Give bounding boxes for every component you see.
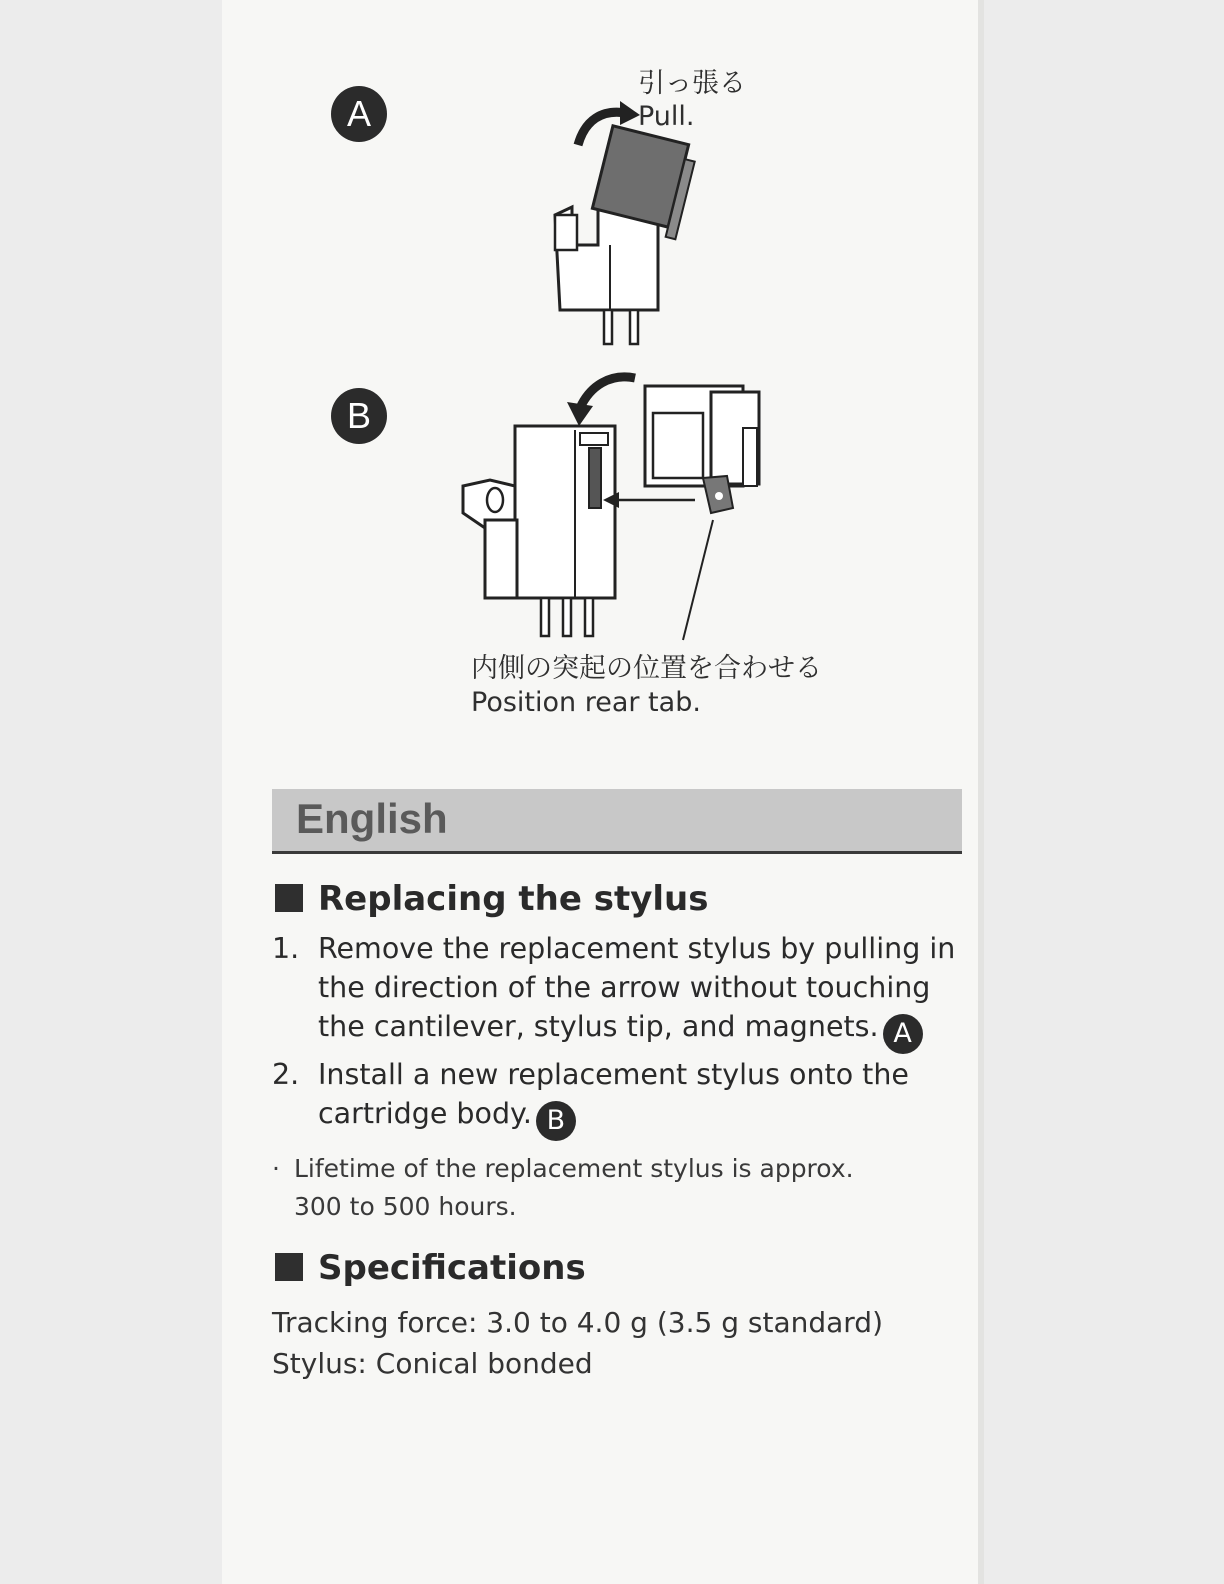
figure-ref-b-icon: B xyxy=(536,1101,576,1141)
figure-a-caption-ja: 引っ張る xyxy=(638,68,746,99)
figure-a-caption-en: Pull. xyxy=(638,101,695,132)
figure-b-caption-ja: 内側の突起の位置を合わせる xyxy=(471,653,822,684)
step-text xyxy=(318,929,972,1054)
figure-b-caption-en: Position rear tab. xyxy=(471,687,701,718)
step-1 xyxy=(272,929,972,1054)
figure-a-marker: A xyxy=(331,86,387,142)
square-bullet-icon xyxy=(275,1253,303,1281)
stylus-removal-illustration xyxy=(540,95,720,350)
square-bullet-icon xyxy=(275,884,303,912)
figure-b-marker: B xyxy=(331,388,387,444)
step-1-text: Remove the replacement stylus by pulling in the direction of the arrow without touching the cantilever, stylus tip, and magnets. xyxy=(318,932,956,1043)
step-text xyxy=(318,1055,928,1141)
specifications-heading xyxy=(275,1248,586,1288)
replacing-heading-text: Replacing the stylus xyxy=(318,879,709,919)
step-2-text: Install a new replacement stylus onto the cartridge body. xyxy=(318,1058,909,1130)
language-section-header xyxy=(272,789,962,854)
spec-stylus-type: Stylus: Conical bonded xyxy=(272,1347,593,1380)
step-number: 2. xyxy=(272,1058,300,1091)
replacing-heading xyxy=(275,879,708,919)
page-edge xyxy=(978,0,984,1584)
note-bullet: · xyxy=(272,1154,280,1183)
figure-ref-a-icon: A xyxy=(883,1014,923,1054)
language-label: English xyxy=(296,795,448,842)
lifetime-note xyxy=(272,1150,892,1226)
step-number: 1. xyxy=(272,932,300,965)
specifications-heading-text: Specifications xyxy=(318,1248,586,1288)
stylus-install-illustration xyxy=(455,368,785,643)
note-text: Lifetime of the replacement stylus is approx. 300 to 500 hours. xyxy=(294,1154,854,1221)
spec-tracking-force: Tracking force: 3.0 to 4.0 g (3.5 g standard) xyxy=(272,1306,883,1339)
step-2 xyxy=(272,1055,972,1141)
